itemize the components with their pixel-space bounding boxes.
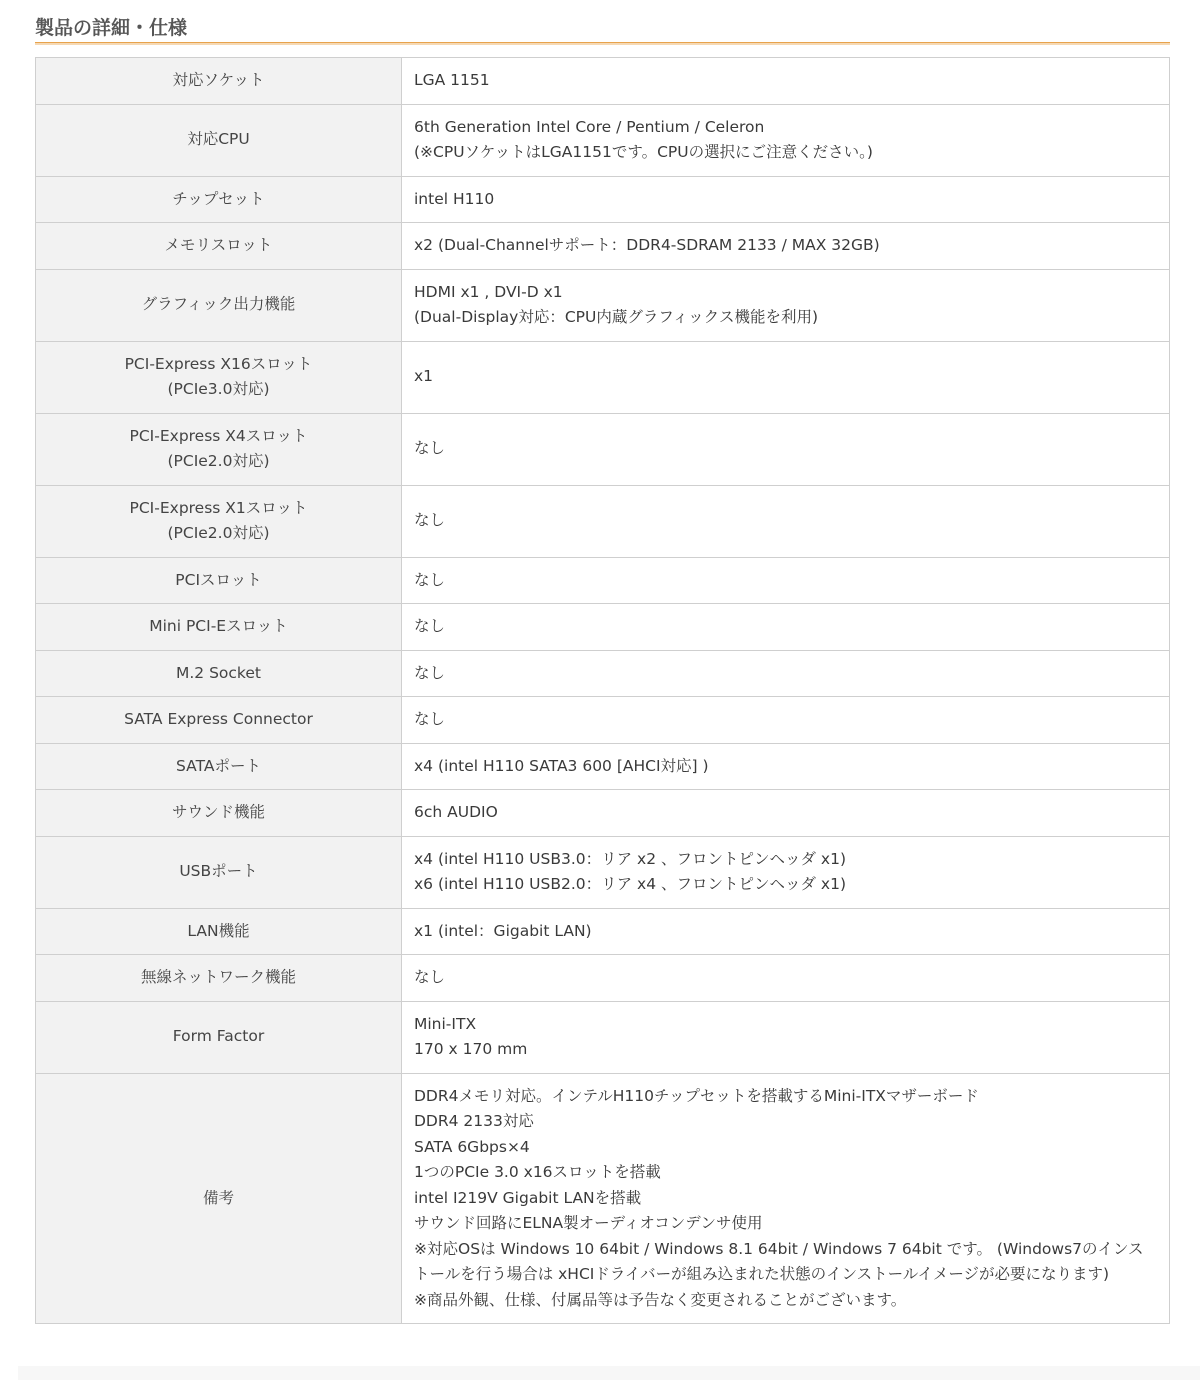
table-row [36,176,1170,223]
value-line: intel H110 [414,189,495,208]
row-value [402,604,1170,651]
row-value [402,341,1170,413]
label-line: USBポート [179,862,258,881]
row-value [402,790,1170,837]
table-row [36,557,1170,604]
value-line: HDMI x1 , DVI-D x1 [414,282,563,301]
row-label [36,908,402,955]
row-label [36,955,402,1002]
row-label [36,1001,402,1073]
row-value [402,413,1170,485]
row-label [36,790,402,837]
row-value [402,58,1170,105]
label-line: LAN機能 [187,921,250,940]
label-line: グラフィック出力機能 [141,295,296,314]
label-line: PCI-Express X4スロット [129,426,308,445]
table-row [36,485,1170,557]
row-label [36,176,402,223]
value-line: なし [414,968,446,986]
value-line: サウンド回路にELNA製オーディオコンデンサ使用 [414,1214,763,1232]
row-value [402,485,1170,557]
value-line: 170 x 170 mm [414,1040,528,1058]
value-line: x2 (Dual-Channelサポート：DDR4-SDRAM 2133 / MAX 32GB) [414,236,880,254]
row-value [402,836,1170,908]
row-value [402,955,1170,1002]
table-row [36,1001,1170,1073]
value-line: なし [414,570,446,589]
row-value [402,176,1170,223]
footer-strip [18,1366,1200,1380]
table-row [36,1073,1170,1324]
table-row [36,413,1170,485]
table-row [36,790,1170,837]
label-line: (PCIe3.0対応) [167,380,270,398]
table-row [36,836,1170,908]
value-line: LGA 1151 [414,71,490,89]
table-row [36,955,1170,1002]
row-value [402,223,1170,270]
value-line: x4 (intel H110 USB3.0：リア x2 、フロントピンヘッダ x1) [414,849,847,868]
label-line: サウンド機能 [171,803,265,821]
value-line: (※CPUソケットはLGA1151です。CPUの選択にご注意ください。) [414,143,873,161]
label-line: SATA Express Connector [124,710,313,728]
value-line: DDR4メモリ対応。インテルH110チップセットを搭載するMini-ITXマザーボード [414,1086,979,1105]
row-label [36,413,402,485]
row-value [402,650,1170,697]
row-label [36,58,402,105]
label-line: Mini PCI-Eスロット [149,617,288,635]
table-row [36,223,1170,270]
label-line: PCI-Express X1スロット [129,498,308,517]
spec-table [35,57,1170,1324]
table-row [36,341,1170,413]
row-label [36,269,402,341]
value-line: 6th Generation Intel Core / Pentium / Celeron [414,117,765,136]
table-row [36,743,1170,790]
label-line: 無線ネットワーク機能 [140,968,296,986]
value-line: なし [414,617,446,635]
label-line: SATAポート [176,756,261,775]
value-line: intel I219V Gigabit LANを搭載 [414,1188,642,1207]
row-label [36,650,402,697]
value-line: x4 (intel H110 SATA3 600 [AHCI対応] ) [414,756,709,775]
row-label [36,223,402,270]
table-row [36,908,1170,955]
label-line: (PCIe2.0対応) [167,452,270,470]
row-label [36,557,402,604]
value-line: (Dual-Display対応：CPU内蔵グラフィックス機能を利用) [414,308,819,326]
row-label [36,1073,402,1324]
label-line: メモリスロット [164,236,273,254]
value-line: x1 [414,367,434,386]
label-line: 備考 [202,1188,234,1207]
value-line: x6 (intel H110 USB2.0：リア x4 、フロントピンヘッダ x1) [414,875,847,893]
value-line: SATA 6Gbps×4 [414,1137,530,1156]
value-line: x1 (intel：Gigabit LAN) [414,921,592,940]
row-value [402,1001,1170,1073]
row-value [402,743,1170,790]
row-value [402,269,1170,341]
row-label [36,104,402,176]
table-row [36,269,1170,341]
label-line: 対応ソケット [172,71,265,89]
row-value [402,697,1170,744]
section-heading: 製品の詳細・仕様 [35,14,1170,43]
row-label [36,485,402,557]
value-line: なし [414,663,446,682]
value-line: 1つのPCIe 3.0 x16スロットを搭載 [414,1163,661,1181]
row-label [36,743,402,790]
label-line: Form Factor [172,1027,265,1046]
row-label [36,697,402,744]
label-line: チップセット [172,189,265,208]
row-label [36,604,402,651]
label-line: 対応CPU [187,130,250,149]
row-value [402,908,1170,955]
label-line: PCIスロット [175,570,262,589]
table-row [36,104,1170,176]
row-label [36,836,402,908]
value-line: なし [414,511,446,530]
label-line: PCI-Express X16スロット [124,354,313,373]
value-line: DDR4 2133対応 [414,1112,534,1130]
value-line: なし [414,439,446,458]
value-line: ※対応OSは Windows 10 64bit / Windows 8.1 64bit / Windows 7 64bit です。 (Windows7のインストールを行う場合は xHCIドライバーが組み込まれた状態のインストールイメージが必要になります) [414,1239,1144,1283]
table-row [36,697,1170,744]
row-value [402,104,1170,176]
label-line: M.2 Socket [176,663,261,682]
value-line: ※商品外観、仕様、付属品等は予告なく変更されることがございます。 [414,1290,907,1309]
label-line: (PCIe2.0対応) [167,524,270,542]
row-value [402,557,1170,604]
row-value [402,1073,1170,1324]
value-line: 6ch AUDIO [414,803,498,821]
table-row [36,58,1170,105]
value-line: Mini-ITX [414,1014,477,1033]
value-line: なし [414,710,446,728]
row-label [36,341,402,413]
table-row [36,650,1170,697]
table-row [36,604,1170,651]
